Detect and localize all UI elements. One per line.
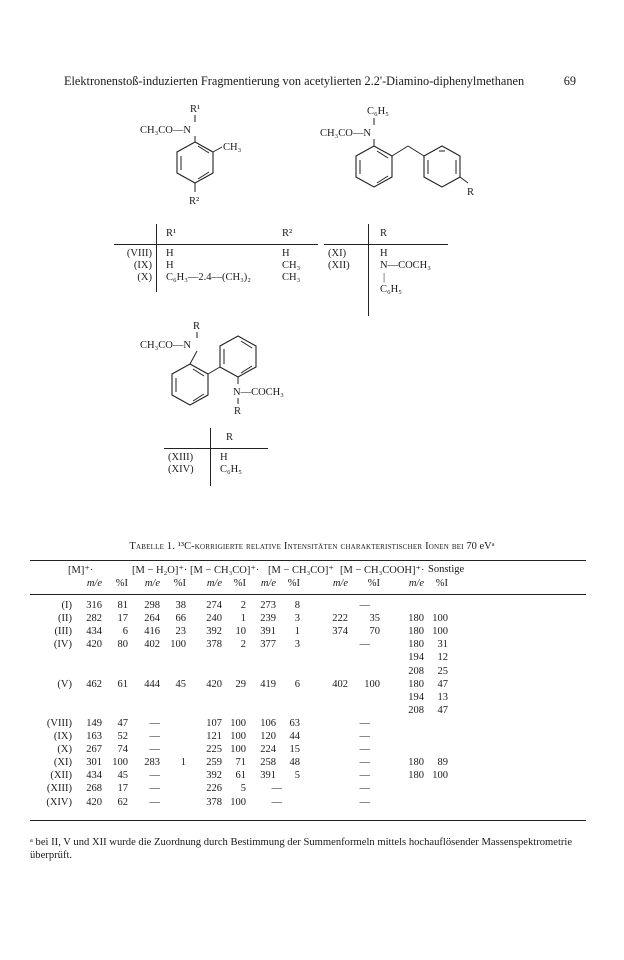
table-a-r1: H — [166, 248, 174, 259]
sub-header: %I — [435, 578, 448, 589]
table-cell: 15 — [289, 744, 300, 756]
table-b-id: (XII) — [328, 260, 350, 271]
caption-label: Tabelle 1. — [129, 541, 176, 552]
page-number: 69 — [563, 74, 576, 88]
table-cell: 3 — [294, 613, 300, 625]
table-cell: 391 — [260, 770, 276, 782]
sub-header: m/e — [332, 578, 348, 589]
sub-header: m/e — [260, 578, 276, 589]
table-cell: 66 — [175, 613, 186, 625]
s1-r2: R² — [189, 196, 200, 207]
table-cell: 100 — [432, 613, 448, 625]
group-header: [M − CH₃CO]⁺ — [268, 565, 334, 576]
s2-n-label: CH₃CO—N — [320, 128, 371, 139]
table-b-id: (XI) — [328, 248, 347, 259]
table-cell: 89 — [437, 757, 448, 769]
table-cell: 17 — [117, 783, 128, 795]
table-cell: 268 — [86, 783, 102, 795]
row-label: (IX) — [53, 731, 72, 742]
table-c-r: H — [220, 452, 228, 463]
group-header: [M − CH₃CO]⁺· — [190, 565, 260, 576]
caption-iso: ¹³C — [177, 541, 192, 552]
table-cell: 377 — [260, 639, 276, 651]
s1-n-label: CH₃CO—N — [140, 125, 191, 136]
table-a-header-r1: R¹ — [166, 228, 177, 239]
caption-ev: 70 eVᵃ — [466, 541, 495, 552]
sub-header: m/e — [144, 578, 160, 589]
row-label: (XIII) — [46, 783, 72, 795]
table-cell: 70 — [369, 626, 380, 638]
table-cell: 62 — [117, 796, 128, 808]
table-cell: 391 — [260, 626, 276, 638]
table-cell: 80 — [117, 639, 128, 651]
table-cell: — — [149, 783, 160, 795]
sub-header: %I — [115, 578, 128, 589]
table-cell: 100 — [112, 757, 128, 769]
table-cell: 81 — [117, 600, 128, 611]
table-cell: 392 — [206, 770, 222, 782]
row-label: (I) — [61, 600, 72, 611]
sub-header: %I — [173, 578, 186, 589]
table-cell: 149 — [86, 717, 102, 729]
table-a-r2: CH₃ — [282, 272, 301, 283]
table-cell: 52 — [117, 731, 128, 742]
table-cell: 420 — [86, 796, 102, 808]
table-cell: 23 — [175, 626, 186, 638]
table-cell: — — [271, 796, 282, 808]
table-cell: 63 — [289, 717, 300, 729]
table-cell: 402 — [332, 678, 348, 690]
group-header: [M]⁺· — [68, 565, 94, 576]
table-cell: 100 — [432, 626, 448, 638]
table-cell: 47 — [117, 717, 128, 729]
table-a-header-r2: R² — [282, 228, 293, 239]
table-cell: 462 — [86, 678, 102, 690]
table-cell: 100 — [230, 717, 246, 729]
table-a-id: (VIII) — [126, 248, 152, 259]
table-cell: 208 — [408, 665, 424, 677]
table-cell: 194 — [408, 691, 424, 703]
running-title: Elektronenstoß-induzierten Fragmentierung von acetylierten 2.2'-Diamino-diphenylmethanen — [64, 74, 525, 88]
table-b-sub: C₆H₅ — [380, 284, 402, 295]
row-label: (VIII) — [46, 717, 72, 729]
sub-header: m/e — [86, 578, 102, 589]
sub-header: %I — [367, 578, 380, 589]
table-cell: 10 — [235, 626, 246, 638]
table-cell: 301 — [86, 757, 102, 769]
table-b-header: R — [380, 228, 388, 239]
s1-ch3: CH₃ — [223, 142, 242, 153]
table-cell: 267 — [86, 744, 102, 756]
table-cell: 45 — [175, 678, 186, 690]
table-cell: 180 — [408, 678, 424, 690]
table-cell: 47 — [437, 678, 448, 690]
table-cell: 1 — [240, 613, 246, 625]
table-a-id: (X) — [137, 272, 152, 283]
table-cell: 121 — [206, 731, 222, 742]
table-cell: 48 — [289, 757, 300, 769]
table-cell: 240 — [206, 613, 222, 625]
table-cell: 239 — [260, 613, 276, 625]
s1-r1: R¹ — [190, 104, 201, 115]
sub-header: %I — [233, 578, 246, 589]
table-cell: 1 — [294, 626, 300, 638]
table-cell: 17 — [117, 613, 128, 625]
group-header: [M − CH₃COOH]⁺· — [340, 565, 425, 576]
group-header: [M − H₂O]⁺· — [132, 565, 188, 576]
table-cell: 420 — [86, 639, 102, 651]
intensity-table — [30, 0, 586, 960]
table-cell: 45 — [117, 770, 128, 782]
table-cell: 61 — [117, 678, 128, 690]
table-cell: — — [359, 639, 370, 651]
table-cell: 120 — [260, 731, 276, 742]
s3-r-bot: R — [234, 406, 242, 417]
s3-n-label: CH₃CO—N — [140, 340, 191, 351]
table-cell: — — [149, 744, 160, 756]
table-cell: — — [359, 770, 370, 782]
table-cell: 12 — [437, 652, 448, 664]
table-cell: — — [359, 731, 370, 742]
table-cell: — — [359, 783, 370, 795]
table-cell: 25 — [437, 665, 448, 677]
table-cell: 274 — [206, 600, 222, 611]
s2-c6h5: C₆H₅ — [367, 106, 389, 117]
table-cell: 3 — [294, 639, 300, 651]
table-cell: 378 — [206, 639, 222, 651]
row-label: (III) — [54, 626, 72, 638]
table-cell: 2 — [240, 600, 246, 611]
table-cell: — — [359, 717, 370, 729]
table-cell: 74 — [117, 744, 128, 756]
table-a-r1: H — [166, 260, 174, 271]
sub-header: m/e — [408, 578, 424, 589]
table-cell: 316 — [86, 600, 102, 611]
row-label: (X) — [57, 744, 72, 756]
table-a-r2: CH₃ — [282, 260, 301, 271]
table-a-r1: C₆H₃—2.4—(CH₃)₂ — [166, 272, 251, 283]
table-cell: 208 — [408, 704, 424, 716]
table-cell: — — [359, 600, 370, 611]
table-c-id: (XIII) — [168, 452, 194, 463]
table-cell: 180 — [408, 613, 424, 625]
group-header: Sonstige — [428, 564, 465, 575]
table-cell: — — [149, 770, 160, 782]
s3-n2-label: N—COCH₃ — [233, 387, 284, 398]
sub-header: %I — [287, 578, 300, 589]
table-cell: — — [149, 731, 160, 742]
table-cell: 107 — [206, 717, 222, 729]
s2-r: R — [467, 187, 475, 198]
s3-r-top: R — [193, 321, 201, 332]
table-cell: 264 — [144, 613, 160, 625]
table-cell: 273 — [260, 600, 276, 611]
row-label: (XIV) — [46, 796, 72, 808]
row-label: (XI) — [53, 757, 72, 769]
table-cell: 402 — [144, 639, 160, 651]
table-cell: 5 — [294, 770, 300, 782]
table-cell: 6 — [294, 678, 300, 690]
table-cell: 47 — [437, 704, 448, 716]
table-cell: 194 — [408, 652, 424, 664]
table-cell: 434 — [86, 770, 102, 782]
table-cell: 44 — [289, 731, 300, 742]
table-cell: 35 — [369, 613, 380, 625]
table-cell: 259 — [206, 757, 222, 769]
table-cell: — — [149, 717, 160, 729]
row-label: (II) — [58, 613, 72, 625]
table-cell: 100 — [364, 678, 380, 690]
table-cell: 100 — [170, 639, 186, 651]
table-cell: 283 — [144, 757, 160, 769]
table-cell: 31 — [437, 639, 448, 651]
table-cell: 100 — [230, 744, 246, 756]
table-cell: 444 — [144, 678, 160, 690]
table-cell: 225 — [206, 744, 222, 756]
table-cell: 282 — [86, 613, 102, 625]
table-cell: 416 — [144, 626, 160, 638]
table-cell: 374 — [332, 626, 348, 638]
table-cell: 222 — [332, 613, 348, 625]
table-cell: 100 — [432, 770, 448, 782]
table-cell: 2 — [240, 639, 246, 651]
table-c-header: R — [226, 432, 234, 443]
table-cell: 100 — [230, 796, 246, 808]
table-cell: 8 — [294, 600, 300, 611]
table-cell: 180 — [408, 757, 424, 769]
table-b-bond: | — [383, 272, 386, 283]
table-cell: 61 — [235, 770, 246, 782]
table-a-r2: H — [282, 248, 290, 259]
table-cell: 29 — [235, 678, 246, 690]
table-cell: 180 — [408, 626, 424, 638]
sub-header: m/e — [206, 578, 222, 589]
table-cell: 180 — [408, 639, 424, 651]
table-cell: 38 — [175, 600, 186, 611]
table-cell: — — [271, 783, 282, 795]
table-c-id: (XIV) — [168, 464, 194, 475]
table-cell: 100 — [230, 731, 246, 742]
table-cell: 13 — [437, 691, 448, 703]
table-cell: 5 — [240, 783, 246, 795]
caption-text: -korrigierte relative Intensitäten charakteristischer Ionen bei — [191, 541, 464, 552]
table-cell: 163 — [86, 731, 102, 742]
table-cell: 71 — [235, 757, 246, 769]
table-footnote: ᵃ bei II, V und XII wurde die Zuordnung durch Bestimmung der Summenformeln mittels hochauflösender Massenspektrometrie überprüft. — [30, 837, 573, 862]
table-cell: 224 — [260, 744, 276, 756]
table-cell: 378 — [206, 796, 222, 808]
table-b-r: H — [380, 248, 388, 259]
table-cell: 434 — [86, 626, 102, 638]
table-cell: 226 — [206, 783, 222, 795]
table-cell: 106 — [260, 717, 276, 729]
table-cell: — — [359, 744, 370, 756]
table-c-r: C₆H₅ — [220, 464, 242, 475]
table-cell: 392 — [206, 626, 222, 638]
table-cell: 6 — [122, 626, 128, 638]
table-cell: 420 — [206, 678, 222, 690]
row-label: (IV) — [53, 639, 72, 651]
row-label: (V) — [57, 678, 72, 690]
table-cell: 419 — [260, 678, 276, 690]
table-cell: 298 — [144, 600, 160, 611]
table-a-id: (IX) — [133, 260, 152, 271]
table-cell: — — [359, 757, 370, 769]
table-cell: 258 — [260, 757, 276, 769]
table-cell: 180 — [408, 770, 424, 782]
table-cell: — — [359, 796, 370, 808]
table-cell: 1 — [180, 757, 186, 769]
table-b-r: N—COCH₃ — [380, 260, 431, 271]
row-label: (XII) — [50, 770, 72, 782]
table-cell: — — [149, 796, 160, 808]
